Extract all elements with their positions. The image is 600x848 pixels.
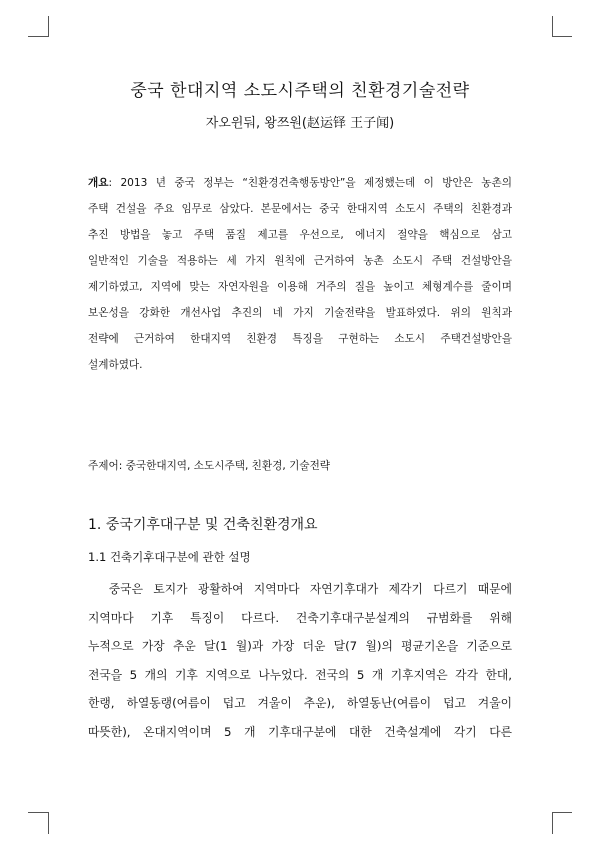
abstract-line: 보온성을 강화한 개선사업 추진의 네 가지 기술전략을 발표하였다. 위의 원칙과 [88,307,512,319]
abstract-line: 추진 방법을 놓고 주택 품질 제고를 우선으로, 에너지 절약을 핵심으로 삼고 [88,229,512,241]
section-heading: 1. 중국기후대구분 및 건축친환경개요 [88,517,318,533]
abstract-line: 주택 건설을 주요 임무로 삼았다. 본문에서는 중국 한대지역 소도시 주택의 친환경과 [88,203,512,215]
abstract-line-text: 2013 년 중국 정부는 “친환경건축행동방안”을 제정했는데 이 방안은 농촌의 [120,177,513,189]
body-paragraph [88,575,512,746]
abstract-paragraph [88,170,512,378]
paper-title: 중국 한대지역 소도시주택의 친환경기술전략 [130,81,470,101]
body-line: 따뜻한), 온대지역이며 5 개 기후대구분에 대한 건축설계에 각기 다른 [88,724,512,739]
body-line: 지역마다 기후 특징이 다르다. 건축기후대구분설계의 규범화를 위해 [88,610,512,625]
abstract-line: 전략에 근거하여 한대지역 친환경 특징을 구현하는 소도시 주택건설방안을 [88,333,512,345]
crop-mark-top-left-h [28,36,48,37]
abstract-line [88,170,512,196]
crop-mark-top-right-v [552,16,553,37]
crop-mark-bottom-right-h [552,812,572,813]
paper-authors: 자오윈둬, 왕쯔원(赵运铎 王子闻) [205,116,395,131]
abstract-label: 개요 [88,177,109,189]
crop-mark-top-left-v [48,16,49,37]
abstract-line: 일반적인 기술을 적용하는 세 가지 원칙에 근거하여 농촌 소도시 주택 건설방안을 [88,255,512,267]
abstract-line: 설계하였다. [88,359,143,371]
body-line: 중국은 토지가 광활하여 지역마다 자연기후대가 제각기 다르기 때문에 [88,582,512,596]
body-line: 누적으로 가장 추운 달(1 월)과 가장 더운 달(7 월)의 평균기온을 기준으로 [88,639,512,653]
crop-mark-top-right-h [552,36,572,37]
subsection-heading: 1.1 건축기후대구분에 관한 설명 [88,550,251,564]
abstract-line: 제기하였고, 지역에 맞는 자연자원을 이용해 거주의 질을 높이고 체형계수를 줄이며 [88,281,512,293]
crop-mark-bottom-right-v [552,812,553,834]
keywords: 주제어: 중국한대지역, 소도시주택, 친환경, 기술전략 [88,460,331,472]
crop-mark-bottom-left-v [48,812,49,834]
body-line: 한랭, 하열동랭(여름이 덥고 겨울이 추운), 하열동난(여름이 덥고 겨울이 [88,696,512,710]
crop-mark-bottom-left-h [28,812,48,813]
abstract-separator: : [108,177,121,189]
body-line: 전국을 5 개의 기후 지역으로 나누었다. 전국의 5 개 기후지역은 각각 한대, [88,667,512,682]
